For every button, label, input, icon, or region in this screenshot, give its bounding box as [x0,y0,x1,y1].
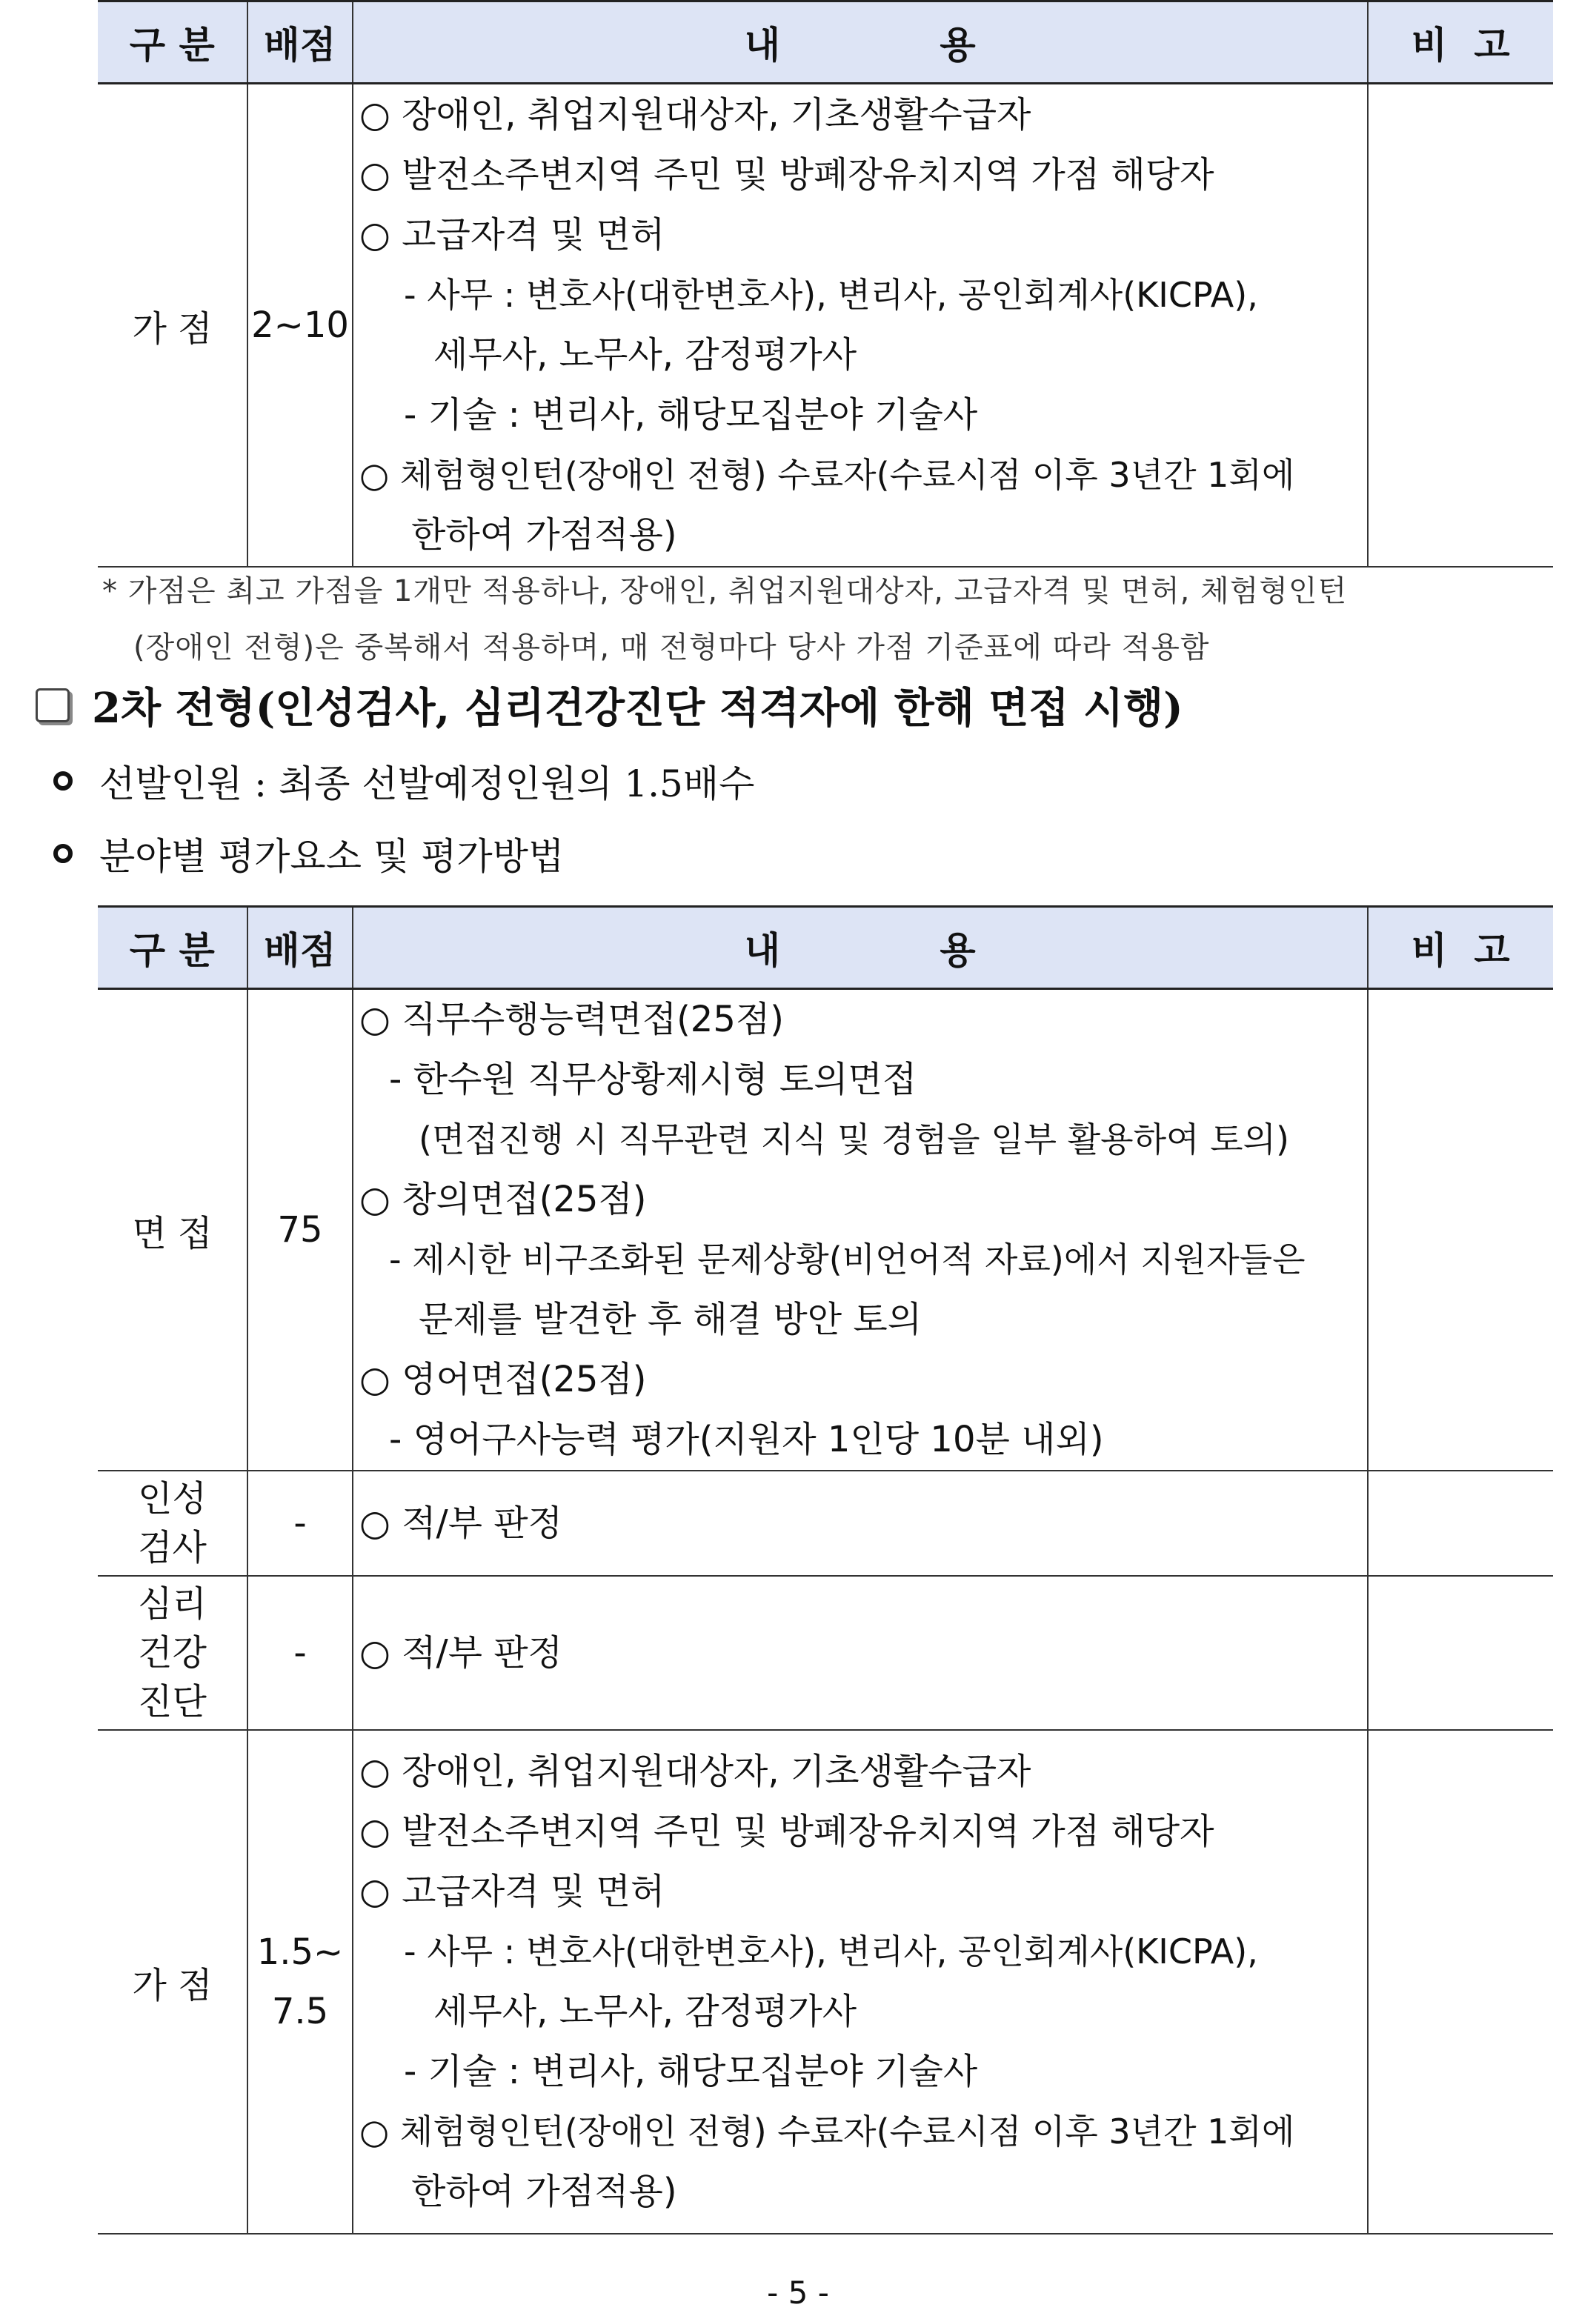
category-cell: 가 점 [98,84,247,568]
category-line: 인성 [138,1478,207,1520]
score-line: 1.5~ [256,1931,344,1973]
category-cell [98,1471,247,1576]
table-header-row [98,1,1553,84]
score-line: 7.5 [271,1991,329,2032]
content-line: ○ 체험형인턴(장애인 전형) 수료자(수료시점 이후 3년간 1회에 [359,2112,1295,2152]
content-line: - 사무 : 변호사(대한변호사), 변리사, 공인회계사(KICPA), [404,1931,1258,1971]
content-line: - 제시한 비구조화된 문제상황(비언어적 자료)에서 지원자들은 [389,1239,1306,1280]
content-cell [353,989,1368,1471]
content-line: ○ 고급자격 및 면허 [359,1871,665,1912]
content-line: ○ 장애인, 취업지원대상자, 기초생활수급자 [359,1751,1031,1792]
note-cell [1368,1471,1553,1576]
note-cell [1368,84,1553,568]
content-line: ○ 고급자격 및 면허 [359,214,665,256]
section-heading [36,676,1183,735]
ring-bullet-icon [53,844,73,863]
header-content: 내 용 [353,907,1368,989]
header-category: 구 분 [98,907,247,989]
bullet-text: 분야별 평가요소 및 평가방법 [99,835,565,878]
content-line: - 영어구사능력 평가(지원자 1인당 10분 내외) [389,1419,1104,1460]
content-line: ○ 발전소주변지역 주민 및 방폐장유치지역 가점 해당자 [359,1811,1214,1852]
header-score: 배점 [247,907,353,989]
content-line: 세무사, 노무사, 감정평가사 [433,334,857,376]
score-cell: - [247,1576,353,1730]
header-note: 비 고 [1368,1,1553,84]
category-line: 건강 [138,1632,207,1674]
category-line: 진단 [138,1681,207,1723]
page-number: - 5 - [767,2275,829,2311]
header-category: 구 분 [98,1,247,84]
content-line: ○ 발전소주변지역 주민 및 방폐장유치지역 가점 해당자 [359,154,1214,196]
content-line: ○ 창의면접(25점) [359,1179,647,1220]
category-line: 심리 [138,1583,207,1625]
content-line: ○ 적/부 판정 [359,1502,563,1544]
table-row-personality [98,1471,1553,1576]
note-cell [1368,1576,1553,1730]
content-cell [353,1730,1368,2234]
table-row-mental [98,1576,1553,1730]
note-cell [1368,989,1553,1471]
header-score: 배점 [247,1,353,84]
score-cell [247,1730,353,2234]
table-row-interview [98,989,1553,1471]
category-line: 검사 [138,1527,207,1568]
content-line: 문제를 발견한 후 해결 방안 토의 [419,1299,922,1340]
content-line: ○ 영어면접(25점) [359,1359,647,1400]
footnote-line-1: * 가점은 최고 가점을 1개만 적용하나, 장애인, 취업지원대상자, 고급자격 및 면허, 체험형인턴 [102,574,1348,608]
content-line: - 기술 : 변리사, 해당모집분야 기술사 [404,394,978,436]
content-line: - 한수원 직무상황제시형 토의면접 [389,1059,917,1100]
content-cell [353,1471,1368,1576]
header-content: 내 용 [353,1,1368,84]
content-cell [353,1576,1368,1730]
footnote-line-2: (장애인 전형)은 중복해서 적용하며, 매 전형마다 당사 가점 기준표에 따라 적용함 [133,630,1210,665]
table-row-bonus [98,1730,1553,2234]
header-note: 비 고 [1368,907,1553,989]
content-line: 세무사, 노무사, 감정평가사 [433,1991,857,2032]
score-cell: - [247,1471,353,1576]
category-cell: 면 접 [98,989,247,1471]
category-cell: 가 점 [98,1730,247,2234]
bullet-item [53,754,754,808]
content-line: ○ 장애인, 취업지원대상자, 기초생활수급자 [359,94,1031,136]
category-cell [98,1576,247,1730]
content-cell [353,84,1368,568]
score-cell: 2~10 [247,84,353,568]
content-line: 한하여 가점적용) [411,514,677,556]
note-cell [1368,1730,1553,2234]
bonus-table-1 [98,0,1553,568]
bullet-text: 선발인원 : 최종 선발예정인원의 1.5배수 [99,762,755,805]
score-cell: 75 [247,989,353,1471]
content-line: - 기술 : 변리사, 해당모집분야 기술사 [404,2051,978,2092]
section-heading-text: 2차 전형(인성검사, 심리건강진단 적격자에 한해 면접 시행) [92,684,1183,733]
content-line: - 사무 : 변호사(대한변호사), 변리사, 공인회계사(KICPA), [404,275,1258,315]
table-header-row [98,907,1553,989]
content-line: 한하여 가점적용) [411,2171,677,2212]
content-line: ○ 직무수행능력면접(25점) [359,999,784,1040]
content-line: ○ 체험형인턴(장애인 전형) 수료자(수료시점 이후 3년간 1회에 [359,455,1295,495]
bullet-item [53,827,564,880]
checkbox-square-icon [36,688,70,722]
evaluation-table-2 [98,905,1553,2235]
content-line: ○ 적/부 판정 [359,1631,563,1674]
ring-bullet-icon [53,771,73,791]
content-line: (면접진행 시 직무관련 지식 및 경험을 일부 활용하여 토의) [419,1119,1289,1159]
table-row [98,84,1553,568]
